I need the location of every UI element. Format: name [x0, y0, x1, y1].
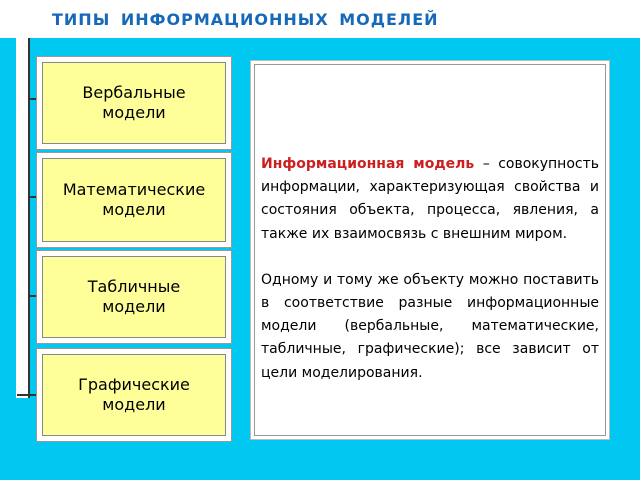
definition-text: – совокупность информации, характеризующая свойства и состояния объекта, процесса, явления, а также их взаимосвязь с внешним миром. [261, 156, 599, 242]
card-graphic-models [42, 354, 226, 436]
definition-note: Одному и тому же объекту можно поставить в соответствие разные информационные модели (вербальные, математические, табличные, графические); все зависит от цели моделирования. [261, 271, 599, 381]
card-graphic-label: Графические модели [78, 375, 190, 414]
tree-spine [16, 38, 30, 398]
definition-paragraph [261, 153, 599, 246]
card-table-label: Табличные модели [87, 277, 181, 316]
card-table-models [42, 256, 226, 338]
card-verbal-label: Вербальные модели [82, 83, 186, 122]
definition-term: Информационная модель [261, 156, 475, 172]
card-math-models [42, 158, 226, 242]
card-verbal-models [42, 62, 226, 144]
page-title: ТИПЫ ИНФОРМАЦИОННЫХ МОДЕЛЕЙ [0, 0, 640, 38]
definition-box [254, 64, 606, 436]
connector-graphic [17, 394, 44, 396]
card-math-label: Математические модели [62, 180, 206, 219]
